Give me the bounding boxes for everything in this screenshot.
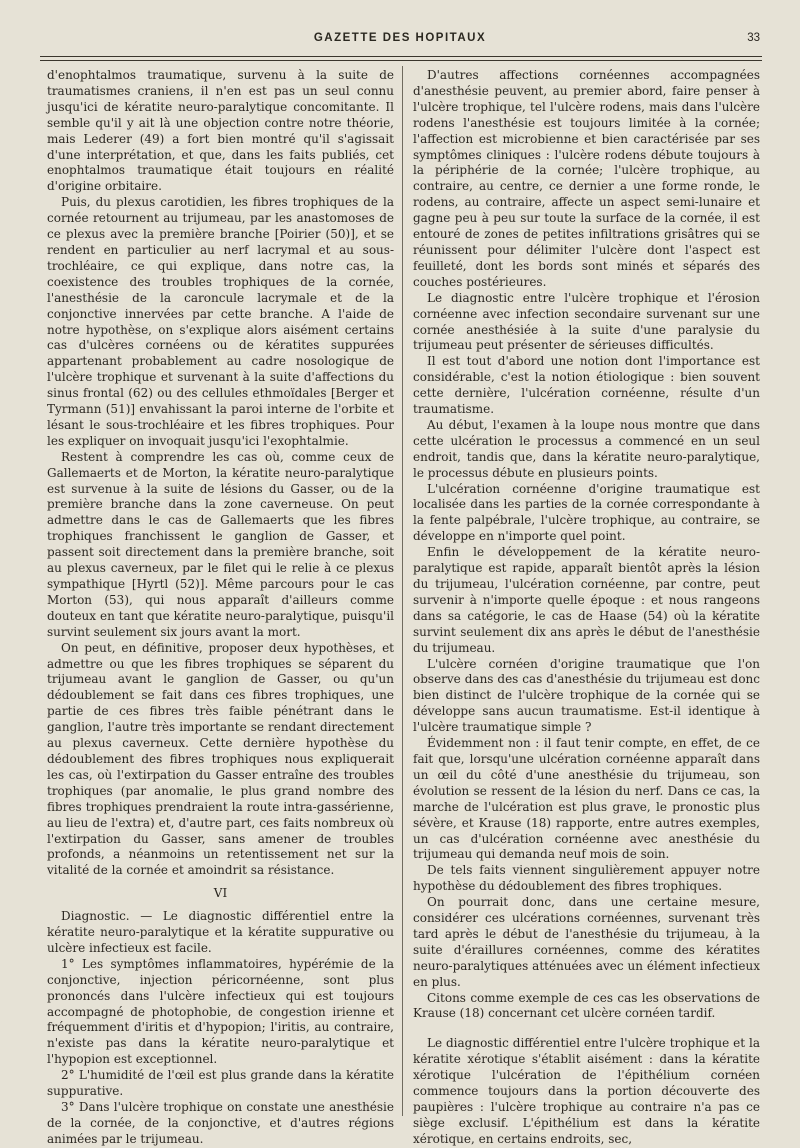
paragraph: De tels faits viennent singulièrement appuyer notre hypothèse du dédoublement des fibres trophiques. bbox=[413, 863, 760, 894]
paragraph: Évidemment non : il faut tenir compte, en effet, de ce fait que, lorsqu'une ulcération cornéenne apparaît dans un œil du côté d'une anesthésie du trijumeau, son évolution se ressent de la lésion du nerf. Dans ce cas, la marche de l'ulcération est plus grave, le pronostic plus sévère, et Krause (18) rapporte, entre autres exemples, un cas d'ulcération cornéenne avec anesthésie du trijumeau qui demanda neuf mois de soin. bbox=[413, 736, 760, 862]
paragraph: On pourrait donc, dans une certaine mesure, considérer ces ulcérations cornéennes, survenant très tard après le début de l'anesthésie du trijumeau, à la suite d'éraillures cornéennes, comme des kératites neuro-paralytiques atténuées avec un élément infectieux en plus. bbox=[413, 895, 760, 989]
section-heading: VI bbox=[213, 886, 228, 901]
journal-title: GAZETTE DES HOPITAUX bbox=[313, 32, 487, 44]
paragraph: d'enophtalmos traumatique, survenu à la suite de traumatismes craniens, il n'en est pas un seul connu jusqu'ici de kératite neuro-paralytique concomitante. Il semble qu'il y ait là une objection contre notre théorie, mais Lederer (49) a fort bien montré qu'il s'agissait d'une interprétation, et que, dans les faits publiés, cet enophtalmos traumatique était toujours en réalité d'origine orbitaire. bbox=[47, 68, 394, 194]
paragraph: Enfin le développement de la kératite neuro-paralytique est rapide, apparaît bientôt après la lésion du trijumeau, l'ulcération cornéenne, par contre, peut survenir à n'importe quelle époque : et nous rangeons dans sa catégorie, le cas de Haase (54) où la kératite survint seulement dix ans après le début de l'anesthésie du trijumeau. bbox=[413, 545, 760, 655]
paragraph: L'ulcération cornéenne d'origine traumatique est localisée dans les parties de la cornée correspondante à la fente palpébrale, l'ulcère trophique, au contraire, se développe en n'importe quel point. bbox=[413, 481, 760, 544]
list-item: 3° Dans l'ulcère trophique on constate une anesthésie de la cornée, de la conjonctive, et d'autres régions animées par le trijumeau. bbox=[47, 1100, 394, 1146]
paragraph: Le diagnostic entre l'ulcère trophique et l'érosion cornéenne avec infection secondaire survenant sur une cornée anesthésiée à la suite d'une paralysie du trijumeau peut présenter de sérieuses difficultés. bbox=[413, 290, 760, 353]
header-rule-thick bbox=[40, 56, 762, 57]
paragraph: Au début, l'examen à la loupe nous montre que dans cette ulcération le processus a commencé en un seul endroit, tandis que, dans la kératite neuro-paralytique, le processus débute en plusieurs points. bbox=[413, 417, 760, 480]
right-column bbox=[413, 68, 760, 1148]
header-rule-thin bbox=[40, 60, 762, 61]
paragraph: Il est tout d'abord une notion dont l'importance est considérable, c'est la notion étiologique : bien souvent cette dernière, l'ulcération cornéenne, résulte d'un traumatisme. bbox=[413, 354, 760, 417]
paragraph: Le diagnostic différentiel entre l'ulcère trophique et la kératite xérotique s'établit aisément : dans la kératite xérotique l'ulcération de l'épithélium cornéen commence toujours dans la portion découverte des paupières : l'ulcère trophique au contraire n'a pas ce siège exclusif. L'épithélium est dans la kératite xérotique, en certains endroits, sec, bbox=[413, 1036, 760, 1146]
paragraph: On peut, en définitive, proposer deux hypothèses, et admettre ou que les fibres trophiques se séparent du trijumeau avant le ganglion de Gasser, ou qu'un dédoublement se fait dans ces fibres trophiques, une partie de ces fibres très faible pénétrant dans le ganglion, l'autre très importante se rendant directement au plexus caverneux. Cette dernière hypothèse du dédoublement des fibres trophiques nous expliquerait les cas, où l'extirpation du Gasser entraîne des troubles trophiques (par anomalie, le plus grand nombre des fibres trophiques prendraient la route intra-gassérienne, au lieu de l'extra) et, d'autre part, ces faits nombreux où l'extirpation du Gasser, sans amener de troubles profonds, a néanmoins un retentissement net sur la vitalité de la cornée et amoindrit sa résistance. bbox=[47, 640, 394, 878]
left-column bbox=[47, 68, 394, 1148]
paragraph: Restent à comprendre les cas où, comme ceux de Gallemaerts et de Morton, la kératite neuro-paralytique est survenue à la suite de lésions du Gasser, ou de la première branche dans la zone caverneuse. On peut admettre dans le cas de Gallemaerts que les fibres trophiques franchissent le ganglion de Gasser, et passent soit directement dans la première branche, soit au plexus caverneux, par le filet qui le relie à ce plexus sympathique [Hyrtl (52)]. Même parcours pour le cas Morton (53), qui nous apparaît d'ailleurs comme douteux en tant que kératite neuro-paralytique, puisqu'il survint seulement six jours avant la mort. bbox=[47, 449, 394, 639]
paragraph: L'ulcère cornéen d'origine traumatique que l'on observe dans des cas d'anesthésie du trijumeau est donc bien distinct de l'ulcère trophique de la cornée qui se développe sans aucun traumatisme. Est-il identique à l'ulcère traumatique simple ? bbox=[413, 656, 760, 735]
list-item: 1° Les symptômes inflammatoires, hypérémie de la conjonctive, injection péricornéenne, sont plus prononcés dans l'ulcère infectieux qui est toujours accompagné de photophobie, de congestion irienne et fréquemment d'iritis et d'hypopion; l'iritis, au contraire, n'existe pas dans la kératite neuro-paralytique et l'hypopion est exceptionnel. bbox=[47, 956, 394, 1067]
page-header bbox=[40, 30, 760, 50]
paragraph: Citons comme exemple de ces cas les observations de Krause (18) concernant cet ulcère cornéen tardif. bbox=[413, 990, 760, 1021]
paragraph: D'autres affections cornéennes accompagnées d'anesthésie peuvent, au premier abord, faire penser à l'ulcère trophique, tel l'ulcère rodens, mais dans l'ulcère rodens l'anesthésie est toujours limitée à la cornée; l'affection est microbienne et bien caractérisée par ses symptômes cliniques : l'ulcère rodens débute toujours à la périphérie de la cornée; l'ulcère trophique, au contraire, au centre, ce dernier a une forme ronde, le rodens, au contraire, affecte un aspect semi-lunaire et gagne peu à peu sur toute la surface de la cornée, il est entouré de zones de petites infiltrations grisâtres qui se réunissent pour délimiter l'ulcère dont l'aspect est feuilleté, dont les bords sont minés et séparés des couches postérieures. bbox=[413, 68, 760, 289]
column-divider bbox=[402, 66, 403, 1116]
page-number: 33 bbox=[747, 32, 760, 44]
list-item: 2° L'humidité de l'œil est plus grande dans la kératite suppurative. bbox=[47, 1068, 394, 1099]
paragraph: Diagnostic. — Le diagnostic différentiel entre la kératite neuro-paralytique et la kératite suppurative ou ulcère infectieux est facile. bbox=[47, 909, 394, 955]
paragraph: Puis, du plexus carotidien, les fibres trophiques de la cornée retournent au trijumeau, par les anastomoses de ce plexus avec la première branche [Poirier (50)], et se rendent en particulier au nerf lacrymal et au sous-trochléaire, ce qui explique, dans notre cas, la coexistence des troubles trophiques de la cornée, l'anesthésie de la caroncule lacrymale et de la conjonctive innervées par cette branche. A l'aide de notre hypothèse, on s'explique alors aisément certains cas d'ulcères cornéens ou de kératites suppurées appartenant probablement au cadre nosologique de l'ulcère trophique et survenant à la suite d'affections du sinus frontal (62) ou des cellules ethmoïdales [Berger et Tyrmann (51)] envahissant la paroi interne de l'orbite et lésant le sous-trochléaire et les fibres trophiques. Pour les expliquer on invoquait jusqu'ici l'exophtalmie. bbox=[47, 195, 394, 448]
